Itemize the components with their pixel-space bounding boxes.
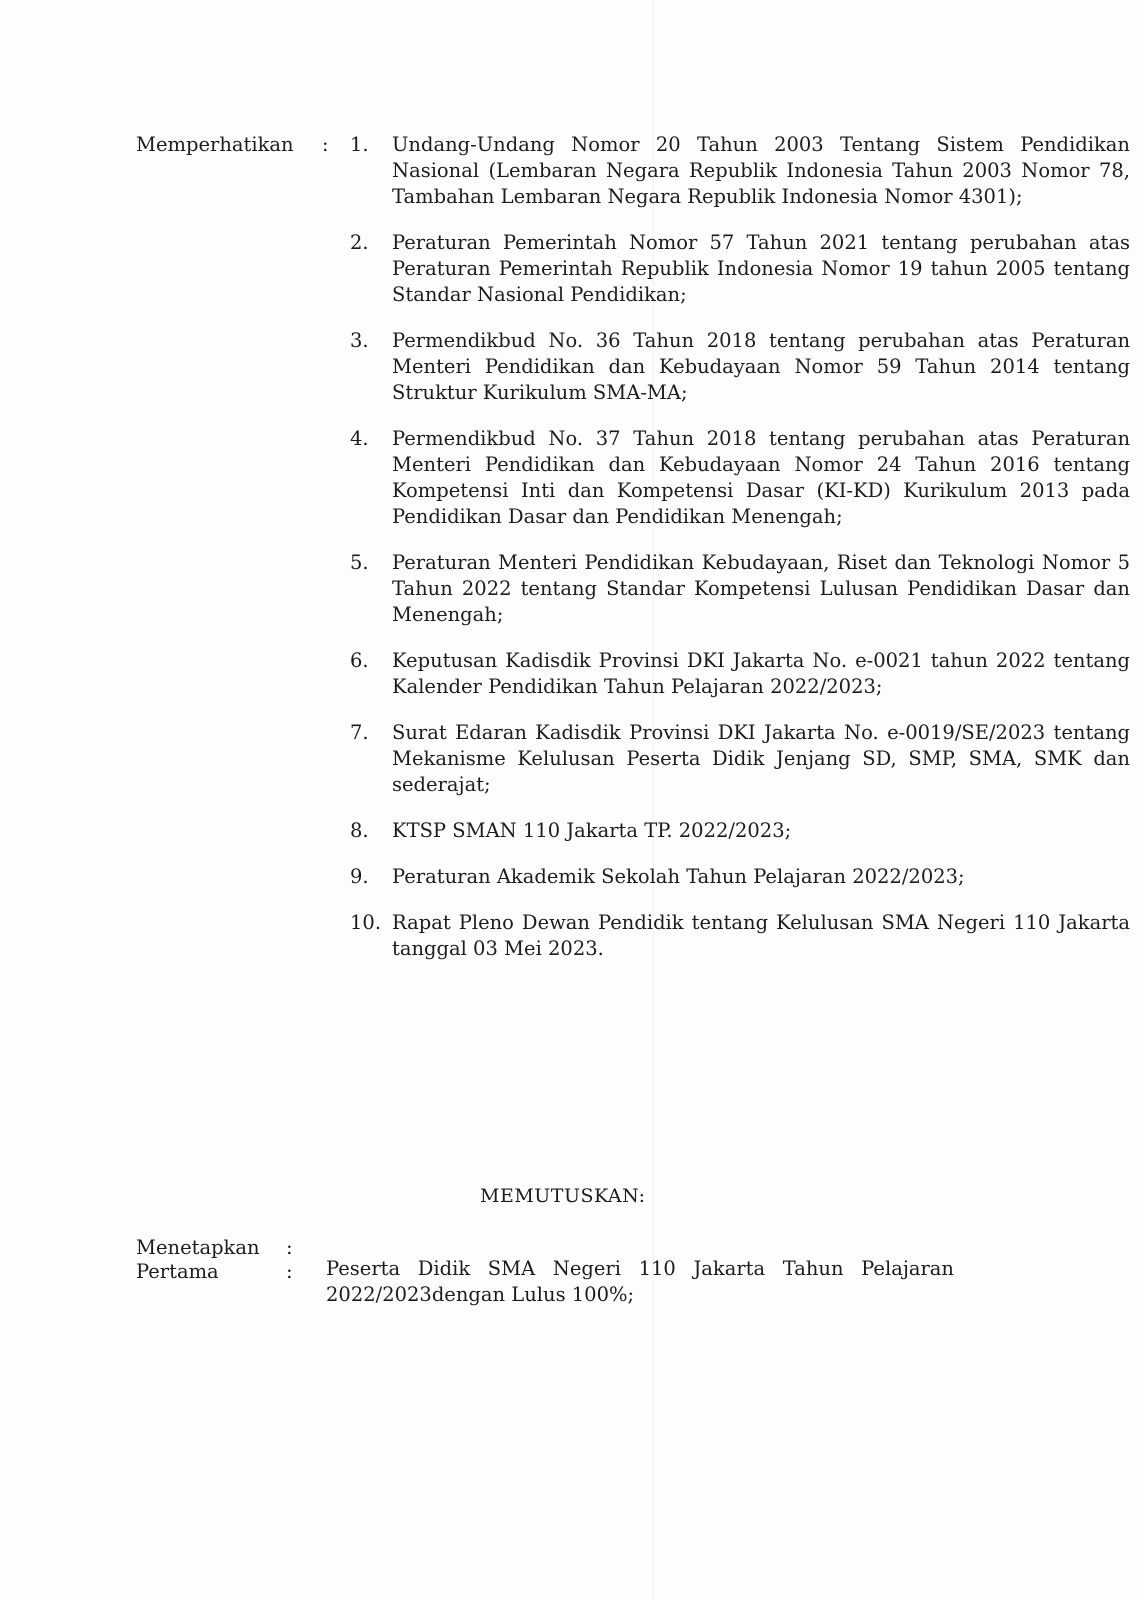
list-item (350, 328, 1130, 406)
item-text: Permendikbud No. 37 Tahun 2018 tentang perubahan atas Peraturan Menteri Pendidikan dan Kebudayaan Nomor 24 Tahun 2016 tentang Kompetensi Inti dan Kompetensi Dasar (KI-KD) Kurikulum 2013 pada Pendidikan Dasar dan Pendidikan Menengah; (392, 427, 1130, 528)
item-text: Rapat Pleno Dewan Pendidik tentang Kelulusan SMA Negeri 110 Jakarta tanggal 03 Mei 2023. (392, 911, 1130, 960)
menetapkan-label: Menetapkan (136, 1236, 260, 1259)
item-text: Peraturan Akademik Sekolah Tahun Pelajaran 2022/2023; (392, 865, 965, 888)
list-item (350, 864, 1130, 890)
list-item (350, 818, 1130, 844)
list-item (350, 132, 1130, 210)
list-item (350, 230, 1130, 308)
item-number: 10. (350, 911, 382, 934)
item-number: 2. (350, 231, 369, 254)
item-text: Keputusan Kadisdik Provinsi DKI Jakarta No. e-0021 tahun 2022 tentang Kalender Pendidikan Tahun Pelajaran 2022/2023; (392, 649, 1130, 698)
item-text: Surat Edaran Kadisdik Provinsi DKI Jakarta No. e-0019/SE/2023 tentang Mekanisme Kelulusan Peserta Didik Jenjang SD, SMP, SMA, SMK dan sederajat; (392, 721, 1130, 796)
item-number: 6. (350, 649, 369, 672)
item-text: Undang-Undang Nomor 20 Tahun 2003 Tentang Sistem Pendidikan Nasional (Lembaran Negara Republik Indonesia Tahun 2003 Nomor 78, Tambahan Lembaran Negara Republik Indonesia Nomor 4301); (392, 133, 1130, 208)
pertama-text: Peserta Didik SMA Negeri 110 Jakarta Tahun Pelajaran 2022/2023dengan Lulus 100%; (326, 1257, 954, 1306)
item-number: 5. (350, 551, 369, 574)
item-number: 1. (350, 133, 369, 156)
memperhatikan-label: Memperhatikan (136, 133, 294, 156)
item-number: 8. (350, 819, 369, 842)
item-number: 7. (350, 721, 369, 744)
memutuskan-heading: MEMUTUSKAN: (480, 1185, 646, 1207)
item-text: KTSP SMAN 110 Jakarta TP. 2022/2023; (392, 819, 792, 842)
item-number: 9. (350, 865, 369, 888)
list-item (350, 910, 1130, 962)
considerations-list (350, 132, 1130, 982)
pertama-label: Pertama (136, 1260, 219, 1283)
item-number: 4. (350, 427, 369, 450)
pertama-colon: : (286, 1260, 293, 1283)
list-item (350, 648, 1130, 700)
item-text: Peraturan Pemerintah Nomor 57 Tahun 2021 tentang perubahan atas Peraturan Pemerintah Republik Indonesia Nomor 19 tahun 2005 tentang Standar Nasional Pendidikan; (392, 231, 1130, 306)
item-text: Permendikbud No. 36 Tahun 2018 tentang perubahan atas Peraturan Menteri Pendidikan dan Kebudayaan Nomor 59 Tahun 2014 tentang Struktur Kurikulum SMA-MA; (392, 329, 1130, 404)
list-item (350, 550, 1130, 628)
list-item (350, 720, 1130, 798)
list-item (350, 426, 1130, 530)
item-number: 3. (350, 329, 369, 352)
memperhatikan-colon: : (322, 133, 329, 156)
item-text: Peraturan Menteri Pendidikan Kebudayaan, Riset dan Teknologi Nomor 5 Tahun 2022 tentang Standar Kompetensi Lulusan Pendidikan Dasar dan Menengah; (392, 551, 1130, 626)
menetapkan-colon: : (286, 1236, 293, 1259)
decision-section (136, 1235, 1000, 1315)
